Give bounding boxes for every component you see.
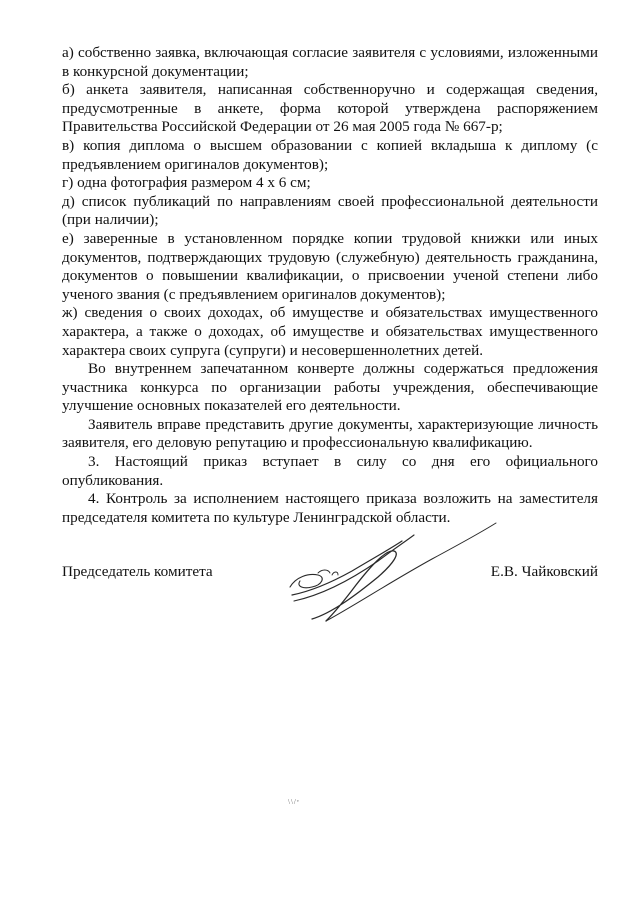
- paragraph-item-4: 4. Контроль за исполнением настоящего приказа возложить на заместителя председателя комитета по культуре Ленинградской области.: [62, 490, 598, 526]
- list-item-b: б) анкета заявителя, написанная собственноручно и содержащая сведения, предусмотренные в анкете, форма которой утверждена распоряжением Правительства Российской Федерации от 26 мая 2005 года № 667-р;: [62, 81, 598, 136]
- list-item-zh: ж) сведения о своих доходах, об имуществе и обязательствах имущественного характера, а также о доходах, об имуществе и обязательствах имущественного характера своих супруга (супруги) и несовершеннолетних детей.: [62, 304, 598, 359]
- list-item-d: д) список публикаций по направлениям своей профессиональной деятельности (при наличии);: [62, 192, 598, 229]
- list-item-g: г) одна фотография размером 4 х 6 см;: [62, 174, 311, 192]
- handwritten-signature: [282, 515, 502, 635]
- list-item-a: а) собственно заявка, включающая согласие заявителя с условиями, изложенными в конкурсной документации;: [62, 44, 598, 80]
- signatory-name: Е.В. Чайковский: [490, 563, 598, 580]
- page-footer-mark: \\/ᵛ: [288, 798, 300, 806]
- paragraph-envelope: Во внутреннем запечатанном конверте должны содержаться предложения участника конкурса по организации работы учреждения, обеспечивающие улучшение основных показателей его деятельности.: [62, 360, 598, 415]
- document-body: [62, 44, 598, 527]
- paragraph-item-3: 3. Настоящий приказ вступает в силу со дня его официального опубликования.: [62, 453, 598, 489]
- paragraph-applicant: Заявитель вправе представить другие документы, характеризующие личность заявителя, его деловую репутацию и профессиональную квалификацию.: [62, 415, 598, 452]
- list-item-e: е) заверенные в установленном порядке копии трудовой книжки или иных документов, подтверждающих трудовую (служебную) деятельность гражданина, документов о повышении квалификации, о присвоении ученой степени либо ученого звания (с предъявлением оригиналов документов);: [62, 229, 598, 303]
- signatory-position: Председатель комитета: [62, 563, 213, 580]
- list-item-v: в) копия диплома о высшем образовании с копией вкладыша к диплому (с предъявлением оригиналов документов);: [62, 136, 598, 173]
